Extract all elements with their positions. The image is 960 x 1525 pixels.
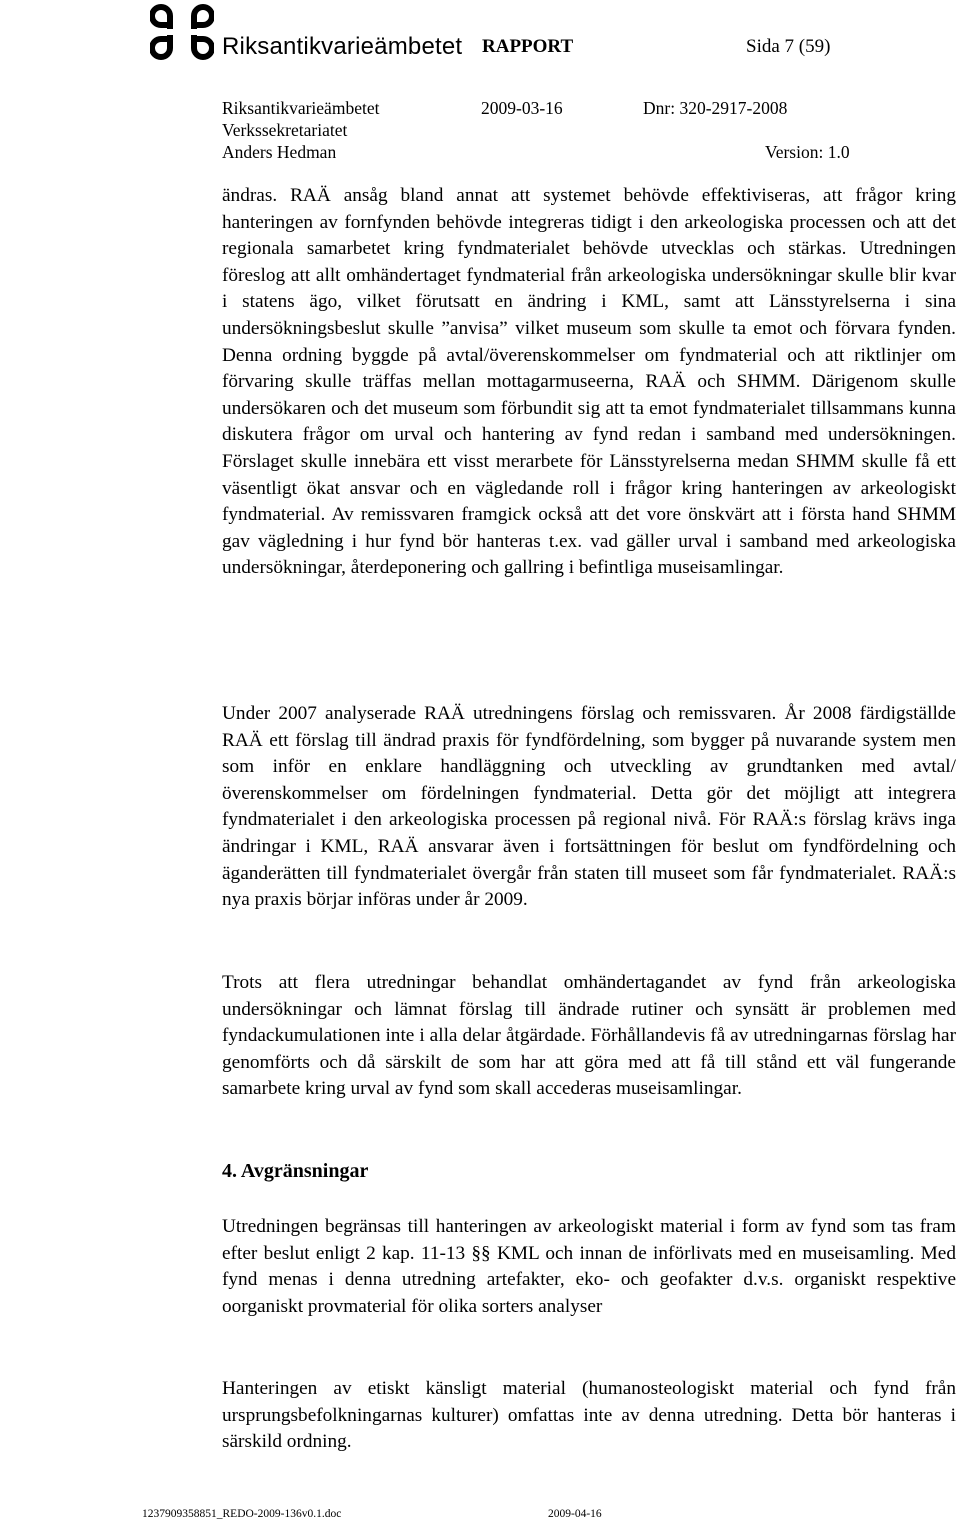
document-type: RAPPORT: [482, 36, 574, 57]
meta-author: Anders Hedman: [222, 142, 337, 162]
footer-date: 2009-04-16: [548, 1508, 602, 1520]
section-heading: 4. Avgränsningar: [222, 1160, 369, 1182]
footer-filename: 1237909358851_REDO-2009-136v0.1.doc: [142, 1508, 342, 1520]
paragraph-3: Trots att flera utredningar behandlat omhändertagandet av fynd från arkeologiska undersökningar och lämnat förslag till ändrade rutiner och synsätt är problemen med fyndackumulationen inte i alla delar åtgärdade. Förhållandevis få av utredningarnas förslag har genomförts och då särskilt de som har att göra med att få till stånd ett väl fungerande samarbete kring urval av fynd som skall accederas museisamlingar.: [222, 972, 956, 1100]
organization-name: Riksantikvarieämbetet: [222, 33, 463, 60]
meta-version: Version: 1.0: [765, 142, 850, 162]
paragraph-1: ändras. RAÄ ansåg bland annat att systemet behövde effektiviseras, att frågor kring hanteringen av fornfynden behövde integreras tidigt i den arkeologiska processen och att det regionala samarbetet kring fyndmaterialet behövde utvecklas och stärkas. Utredningen föreslog att allt omhändertaget fyndmaterial från arkeologiska undersökningar skulle blir kvar i statens ägo, vilket förutsatt en ändring i KML, samt att Länsstyrelserna i sina undersökningsbeslut skulle ”anvisa” vilket museum som skulle ta emot och förvara fynden. Denna ordning byggde på avtal/överenskommelser om fyndmaterial och att riktlinjer om förvaring skulle träffas mellan mottagarmuseerna, RAÄ och SHMM. Därigenom skulle undersökaren och det museum som förbundit sig att ta emot fyndmaterialet tillsammans kunna diskutera frågor om urval och hantering av fynd redan i samband med undersökningen. Förslaget skulle innebära ett visst merarbete för Länsstyrelserna medan SHMM skulle få ett väsentligt ökat ansvar och en vägledande roll i frågor kring hanteringen av arkeologiskt fyndmaterial. Av remissvaren framgick också att det vore önskvärt att i första hand SHMM gav vägledning i hur fynd bör hanteras t.ex. vad gäller urval i samband med arkeologiska undersökningar, återdeponering och gallring i befintliga museisamlingar.: [222, 185, 956, 579]
raa-logo-icon: [150, 2, 214, 62]
meta-dnr: Dnr: 320-2917-2008: [643, 98, 788, 118]
paragraph-2: Under 2007 analyserade RAÄ utredningens förslag och remissvaren. År 2008 färdigställde RAÄ ett förslag till ändrad praxis för fyndfördelning, som bygger på nuvarande system men som inför en enklare handläggning och utveckling av grundtanken med avtal/överenskommelser om fördelningen fyndmaterial. Detta gör det möjligt att integrera fyndmaterialet i den arkeologiska processen på regional nivå. För RAÄ:s förslag krävs inga ändringar i KML, RAÄ ansvarar även i fortsättningen för beslut om fyndfördelning och äganderätten till fyndmaterialet övergår från staten till museet som får fyndmaterialet. RAÄ:s nya praxis börjar införas under år 2009.: [222, 703, 956, 911]
page-number: Sida 7 (59): [746, 36, 831, 57]
paragraph-5: Hanteringen av etiskt känsligt material (humanosteologiskt material och fynd från ursprungsbefolkningarnas kulturer) omfattas inte av denna utredning. Detta bör hanteras i särskild ordning.: [222, 1378, 956, 1453]
meta-author-org: Riksantikvarieämbetet: [222, 98, 380, 118]
meta-department: Verkssekretariatet: [222, 120, 348, 140]
paragraph-4: Utredningen begränsas till hanteringen av arkeologiskt material i form av fynd som tas fram efter beslut enligt 2 kap. 11-13 §§ KML och innan de införlivats med en museisamling. Med fynd menas i denna utredning artefakter, eko- och geofakter d.v.s. organiskt respektive oorganiskt provmaterial för olika sorters analyser: [222, 1216, 956, 1317]
meta-date: 2009-03-16: [481, 98, 563, 118]
